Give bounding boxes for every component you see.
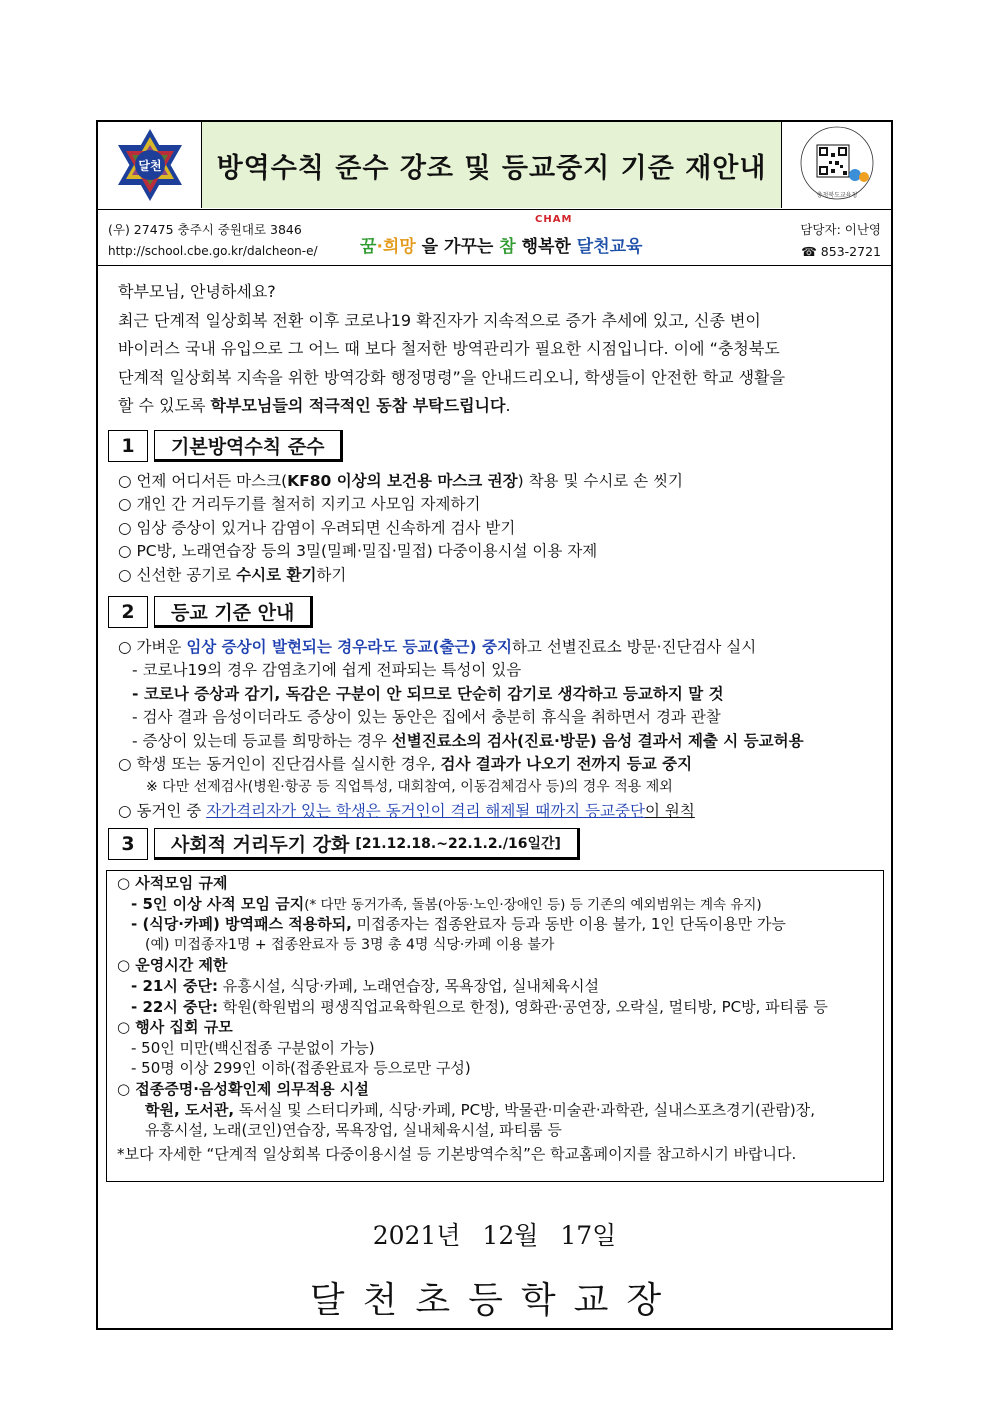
contact-person: 담당자: 이난영 [800, 222, 881, 237]
qr-caption: 충청북도교육청 [816, 192, 857, 199]
slogan-dot: · [376, 237, 383, 257]
school-info-bar [98, 210, 891, 266]
education-office-logo [782, 122, 891, 208]
list-item: ○ 신선한 공기로 수시로 환기하기 [118, 565, 347, 584]
intro-line-1: 최근 단계적 일상회복 전환 이후 코로나19 확진자가 지속적으로 증가 추세에 있고, 신종 변이 [118, 310, 761, 330]
list-item: - 50인 미만(백신접종 구분없이 가능) [131, 1038, 375, 1057]
list-item: - 50명 이상 299인 이하(접종완료자 등으로만 구성) [131, 1059, 471, 1078]
section-3-number: 3 [108, 828, 148, 860]
list-item: ○ 임상 증상이 있거나 감염이 우려되면 신속하게 검사 받기 [118, 518, 516, 537]
list-item: - 증상이 있는데 등교를 희망하는 경우 선별진료소의 검사(진료·방문) 음성 결과서 제출 시 등교허용 [132, 731, 804, 750]
slogan-part6: 달천교육 [576, 237, 643, 257]
section-3-period: [21.12.18.~22.1.2./16일간] [355, 836, 561, 852]
list-item: (예) 미접종자1명 + 접종완료자 등 3명 총 4명 식당·카페 이용 불가 [145, 936, 555, 953]
intro-line-4b: 학부모님들의 적극적인 동참 부탁드립니다 [210, 396, 506, 415]
intro-line-4c: . [505, 396, 511, 415]
section-3-header [108, 828, 580, 860]
intro-line-4 [118, 392, 878, 421]
list-item: ○ 사적모임 규제 [117, 874, 228, 892]
slogan-part1: 꿈 [360, 237, 377, 257]
section-2-number: 2 [108, 596, 148, 628]
list-item: ※ 다만 선제검사(병원·항공 등 직업특성, 대회참여, 이동검체검사 등)의 경우 적용 제외 [146, 779, 673, 796]
title-banner [202, 122, 782, 208]
list-item: - 22시 중단: 학원(학원법의 평생직업교육학원으로 한정), 영화관·공연장, 오락실, 멀티방, PC방, 파티룸 등 [131, 997, 828, 1016]
list-item: ○ 개인 간 거리두기를 철저히 지키고 사모임 자제하기 [118, 495, 481, 514]
list-item: - 21시 중단: 유흥시설, 식당·카페, 노래연습장, 목욕장업, 실내체육시설 [131, 976, 599, 995]
list-item: - 검사 결과 음성이더라도 증상이 있는 동안은 집에서 충분히 휴식을 취하면서 경과 관찰 [132, 708, 721, 727]
section-1-header [108, 430, 343, 462]
list-item: ○ PC방, 노래연습장 등의 3밀(밀폐·밀집·밀접) 다중이용시설 이용 자제 [118, 542, 598, 561]
intro-line-3: 단계적 일상회복 지속을 위한 방역강화 행정명령”을 안내드리오니, 학생들이 안전한 학교 생활을 [118, 367, 786, 387]
star-logo-icon [110, 125, 190, 205]
school-url[interactable]: http://school.cbe.go.kr/dalcheon-e/ [108, 244, 318, 258]
slogan-part5: 행복한 [515, 237, 577, 257]
logo-text: 달천 [137, 159, 162, 173]
slogan-cham: CHAM [535, 214, 573, 225]
contact-phone: ☎ 853-2721 [801, 244, 881, 259]
section-3-title [154, 828, 580, 860]
list-item: - (식당·카페) 방역패스 적용하되, 미접종자는 접종완료자 등과 동반 이용 불가, 1인 단독이용만 가능 [131, 915, 786, 934]
section-2-list [118, 636, 878, 823]
school-address: (우) 27475 충주시 중원대로 3846 [108, 222, 302, 237]
list-item: 학원, 도서관, 독서실 및 스터디카페, 식당·카페, PC방, 박물관·미술관·과학관, 실내스포츠경기(관람)장, [145, 1100, 815, 1119]
qr-code-icon [791, 125, 883, 205]
section-1-list [118, 470, 878, 587]
document-title: 방역수칙 준수 강조 및 등교중지 기준 재안내 [216, 152, 767, 184]
principal-signature: 달천초등학교장 [309, 1280, 680, 1321]
list-item: ○ 접종증명·음성확인제 의무적용 시설 [117, 1079, 369, 1098]
school-logo [98, 122, 202, 208]
list-item: - 코로나19의 경우 감염초기에 쉽게 전파되는 특성이 있음 [132, 661, 522, 680]
section-2-header [108, 596, 313, 628]
issue-date: 2021년 12월 17일 [372, 1221, 617, 1250]
reference-note: *보다 자세한 “단계적 일상회복 다중이용시설 등 기본방역수칙”은 학교홈페이지를 참고하시기 바랍니다. [117, 1144, 797, 1163]
list-item: ○ 행사 집회 규모 [117, 1018, 233, 1037]
list-item: 유흥시설, 노래(코인)연습장, 목욕장업, 실내체육시설, 파티룸 등 [145, 1121, 562, 1140]
section-1-title: 기본방역수칙 준수 [154, 430, 343, 462]
document-frame [96, 120, 893, 1330]
section-1-number: 1 [108, 430, 148, 462]
list-item: - 5인 이상 사적 모임 금지(* 다만 동거가족, 돌봄(아동·노인·장애인 등) 등 기존의 예외범위는 계속 유지) [131, 894, 762, 913]
section-3-box [106, 870, 884, 1182]
intro-line-2: 바이러스 국내 유입으로 그 어느 때 보다 철저한 방역관리가 필요한 시점입니다. 이에 “충청북도 [118, 339, 780, 358]
slogan-part2: 희망 [382, 237, 416, 257]
list-item: ○ 동거인 중 자가격리자가 있는 학생은 동거인이 격리 해제될 때까지 등교중단이 원칙 [118, 801, 695, 820]
list-item: ○ 학생 또는 동거인이 진단검사를 실시한 경우, 검사 결과가 나오기 전까지 등교 중지 [118, 754, 693, 773]
section-3-title-text: 사회적 거리두기 강화 [171, 833, 350, 856]
slogan-part3: 을 가꾸는 [415, 237, 500, 257]
document-header [98, 122, 891, 210]
school-slogan [360, 214, 643, 257]
greeting: 학부모님, 안녕하세요? [118, 282, 276, 301]
list-item: ○ 언제 어디서든 마스크(KF80 이상의 보건용 마스크 권장) 착용 및 수시로 손 씻기 [118, 472, 684, 490]
list-item: - 코로나 증상과 감기, 독감은 구분이 안 되므로 단순히 감기로 생각하고 등교하지 말 것 [132, 684, 724, 703]
intro-line-4a: 할 수 있도록 [118, 396, 211, 415]
section-2-title: 등교 기준 안내 [154, 596, 313, 628]
list-item: ○ 가벼운 임상 증상이 발현되는 경우라도 등교(출근) 중지하고 선별진료소 방문·진단검사 실시 [118, 638, 757, 656]
list-item: ○ 운영시간 제한 [117, 956, 228, 975]
intro-paragraph [118, 278, 878, 421]
slogan-part4: 참 [499, 237, 516, 257]
